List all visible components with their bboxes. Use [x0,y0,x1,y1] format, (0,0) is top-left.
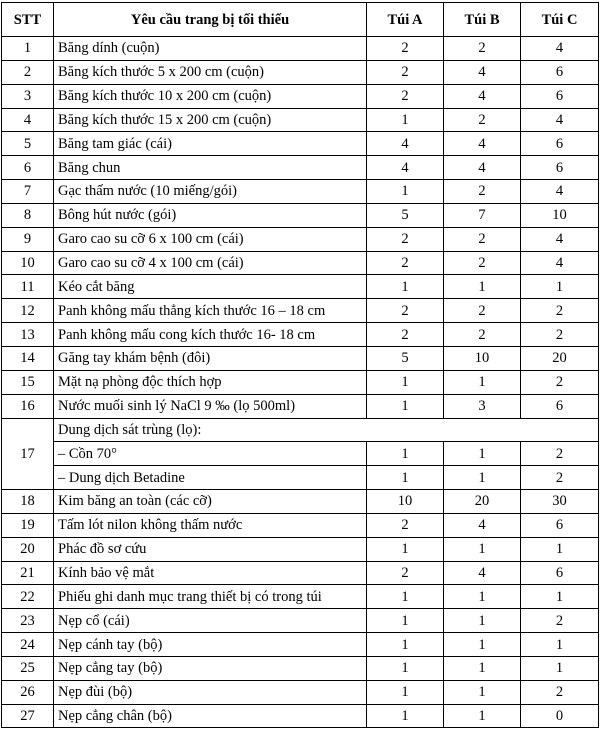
row-item-name: Băng kích thước 5 x 200 cm (cuộn) [54,60,367,84]
row-item-name: Gạc thấm nước (10 miếng/gói) [54,180,367,204]
row-qty-a: 2 [367,323,444,347]
row-qty-a: 1 [367,585,444,609]
row-qty-b: 10 [444,346,521,370]
row-stt: 27 [2,704,54,728]
row-qty-c: 4 [521,37,599,61]
row-qty-a: 2 [367,299,444,323]
row-stt: 26 [2,680,54,704]
row-item-name: Panh không mấu cong kích thước 16- 18 cm [54,323,367,347]
row-item-name: Kính bảo vệ mắt [54,561,367,585]
table-row [2,108,599,132]
row-qty-a: 5 [367,203,444,227]
row-item-name: – Cồn 70° [54,442,367,466]
row-qty-b: 3 [444,394,521,418]
header-tui-a: Túi A [367,3,444,37]
row-qty-c: 2 [521,680,599,704]
table-row [2,275,599,299]
row-qty-a: 1 [367,537,444,561]
table-row [2,180,599,204]
row-qty-c: 6 [521,513,599,537]
row-qty-a: 2 [367,227,444,251]
row-stt: 8 [2,203,54,227]
row-qty-a: 4 [367,132,444,156]
row-item-name: Băng kích thước 15 x 200 cm (cuộn) [54,108,367,132]
row-qty-b: 2 [444,108,521,132]
row-qty-c: 6 [521,60,599,84]
row-qty-b: 1 [444,585,521,609]
row-stt: 16 [2,394,54,418]
row-qty-b: 4 [444,561,521,585]
row-qty-b: 4 [444,513,521,537]
table-row [2,203,599,227]
table-row [2,156,599,180]
row-qty-b: 1 [444,275,521,299]
table-row [2,537,599,561]
table-row [2,60,599,84]
row-stt: 4 [2,108,54,132]
row-qty-c: 1 [521,275,599,299]
row-qty-a: 1 [367,370,444,394]
row-qty-b: 4 [444,60,521,84]
row-item-name: Phiếu ghi danh mục trang thiết bị có trong túi [54,585,367,609]
row-qty-c: 30 [521,490,599,514]
table-row [2,490,599,514]
row-qty-b: 4 [444,132,521,156]
row-qty-a: 2 [367,60,444,84]
table-row [2,227,599,251]
header-stt: STT [2,3,54,37]
row-qty-b: 1 [444,609,521,633]
row-qty-b: 1 [444,442,521,466]
row-qty-c: 2 [521,299,599,323]
row-qty-b: 4 [444,156,521,180]
row-item-name: Nẹp cẳng chân (bộ) [54,704,367,728]
row-qty-b: 4 [444,84,521,108]
row-qty-a: 1 [367,680,444,704]
row-qty-b: 1 [444,680,521,704]
row-stt: 9 [2,227,54,251]
table-row [2,585,599,609]
row-qty-a: 1 [367,442,444,466]
row-item-name: Băng tam giác (cái) [54,132,367,156]
row-item-name: Phác đồ sơ cứu [54,537,367,561]
table-row [2,84,599,108]
row-qty-b: 1 [444,466,521,490]
row-qty-b: 20 [444,490,521,514]
header-tui-c: Túi C [521,3,599,37]
row-qty-c: 6 [521,84,599,108]
row-qty-a: 1 [367,275,444,299]
row-qty-b: 2 [444,299,521,323]
table-row [2,633,599,657]
header-requirement: Yêu cầu trang bị tối thiểu [54,3,367,37]
row-qty-c: 2 [521,466,599,490]
row-item-name: Băng chun [54,156,367,180]
row-item-name: Garo cao su cỡ 4 x 100 cm (cái) [54,251,367,275]
row-qty-c: 1 [521,656,599,680]
row-stt: 19 [2,513,54,537]
table-row [2,561,599,585]
row-qty-b: 1 [444,537,521,561]
equipment-table [1,2,599,728]
row-qty-b: 2 [444,180,521,204]
row-qty-b: 2 [444,37,521,61]
row-qty-a: 1 [367,656,444,680]
row-qty-c: 2 [521,609,599,633]
row-stt: 12 [2,299,54,323]
row-item-name: Mặt nạ phòng độc thích hợp [54,370,367,394]
row-item-name: Băng dính (cuộn) [54,37,367,61]
table-row [2,370,599,394]
row-qty-c: 6 [521,394,599,418]
row-qty-c: 0 [521,704,599,728]
row-qty-b: 2 [444,251,521,275]
table-row [2,513,599,537]
row-qty-c: 4 [521,227,599,251]
table-row [2,132,599,156]
row-qty-c: 6 [521,561,599,585]
row-stt: 18 [2,490,54,514]
row-stt: 5 [2,132,54,156]
row-stt: 24 [2,633,54,657]
row-item-name: Garo cao su cỡ 6 x 100 cm (cái) [54,227,367,251]
row-qty-c: 4 [521,180,599,204]
row-qty-a: 1 [367,609,444,633]
table-row [2,394,599,418]
table-row [2,418,599,442]
row-qty-a: 4 [367,156,444,180]
row-qty-a: 2 [367,561,444,585]
row-item-name: Dung dịch sát trùng (lọ): [54,418,599,442]
row-stt: 13 [2,323,54,347]
row-qty-a: 5 [367,346,444,370]
row-qty-c: 20 [521,346,599,370]
row-stt: 1 [2,37,54,61]
row-stt: 25 [2,656,54,680]
row-item-name: Nước muối sinh lý NaCl 9 ‰ (lọ 500ml) [54,394,367,418]
table-row [2,323,599,347]
row-qty-a: 1 [367,633,444,657]
row-stt: 11 [2,275,54,299]
table-row [2,680,599,704]
row-qty-b: 2 [444,227,521,251]
row-qty-a: 1 [367,180,444,204]
row-qty-b: 7 [444,203,521,227]
row-qty-a: 1 [367,704,444,728]
row-stt: 10 [2,251,54,275]
row-item-name: Nẹp cánh tay (bộ) [54,633,367,657]
table-row [2,37,599,61]
row-qty-a: 1 [367,108,444,132]
table-subrow [2,466,599,490]
row-stt: 2 [2,60,54,84]
row-stt: 14 [2,346,54,370]
table-row [2,609,599,633]
table-row [2,251,599,275]
row-item-name: – Dung dịch Betadine [54,466,367,490]
row-qty-c: 1 [521,633,599,657]
row-item-name: Nẹp đùi (bộ) [54,680,367,704]
row-item-name: Panh không mấu thẳng kích thước 16 – 18 cm [54,299,367,323]
row-stt: 6 [2,156,54,180]
row-stt: 23 [2,609,54,633]
row-item-name: Kim băng an toàn (các cỡ) [54,490,367,514]
header-tui-b: Túi B [444,3,521,37]
row-qty-a: 1 [367,466,444,490]
row-qty-c: 4 [521,251,599,275]
table-row [2,299,599,323]
row-qty-a: 2 [367,84,444,108]
header-row [2,3,599,37]
row-item-name: Nẹp cổ (cái) [54,609,367,633]
row-item-name: Tấm lót nilon không thấm nước [54,513,367,537]
row-stt: 22 [2,585,54,609]
row-item-name: Kéo cắt băng [54,275,367,299]
row-qty-a: 2 [367,37,444,61]
row-stt: 20 [2,537,54,561]
row-qty-c: 10 [521,203,599,227]
row-item-name: Nẹp cẳng tay (bộ) [54,656,367,680]
row-item-name: Găng tay khám bệnh (đôi) [54,346,367,370]
row-qty-c: 1 [521,537,599,561]
row-qty-a: 10 [367,490,444,514]
row-qty-c: 6 [521,156,599,180]
row-stt: 3 [2,84,54,108]
table-row [2,656,599,680]
row-qty-b: 2 [444,323,521,347]
row-qty-b: 1 [444,633,521,657]
row-qty-c: 6 [521,132,599,156]
table-row [2,704,599,728]
table-subrow [2,442,599,466]
row-qty-c: 1 [521,585,599,609]
row-qty-c: 2 [521,442,599,466]
row-stt: 17 [2,418,54,490]
row-qty-c: 2 [521,323,599,347]
row-qty-c: 4 [521,108,599,132]
row-qty-b: 1 [444,370,521,394]
row-qty-b: 1 [444,704,521,728]
row-qty-a: 1 [367,394,444,418]
row-stt: 15 [2,370,54,394]
row-qty-a: 2 [367,513,444,537]
row-qty-a: 2 [367,251,444,275]
table-row [2,346,599,370]
row-qty-c: 2 [521,370,599,394]
row-item-name: Bông hút nước (gói) [54,203,367,227]
row-stt: 21 [2,561,54,585]
row-item-name: Băng kích thước 10 x 200 cm (cuộn) [54,84,367,108]
row-qty-b: 1 [444,656,521,680]
row-stt: 7 [2,180,54,204]
